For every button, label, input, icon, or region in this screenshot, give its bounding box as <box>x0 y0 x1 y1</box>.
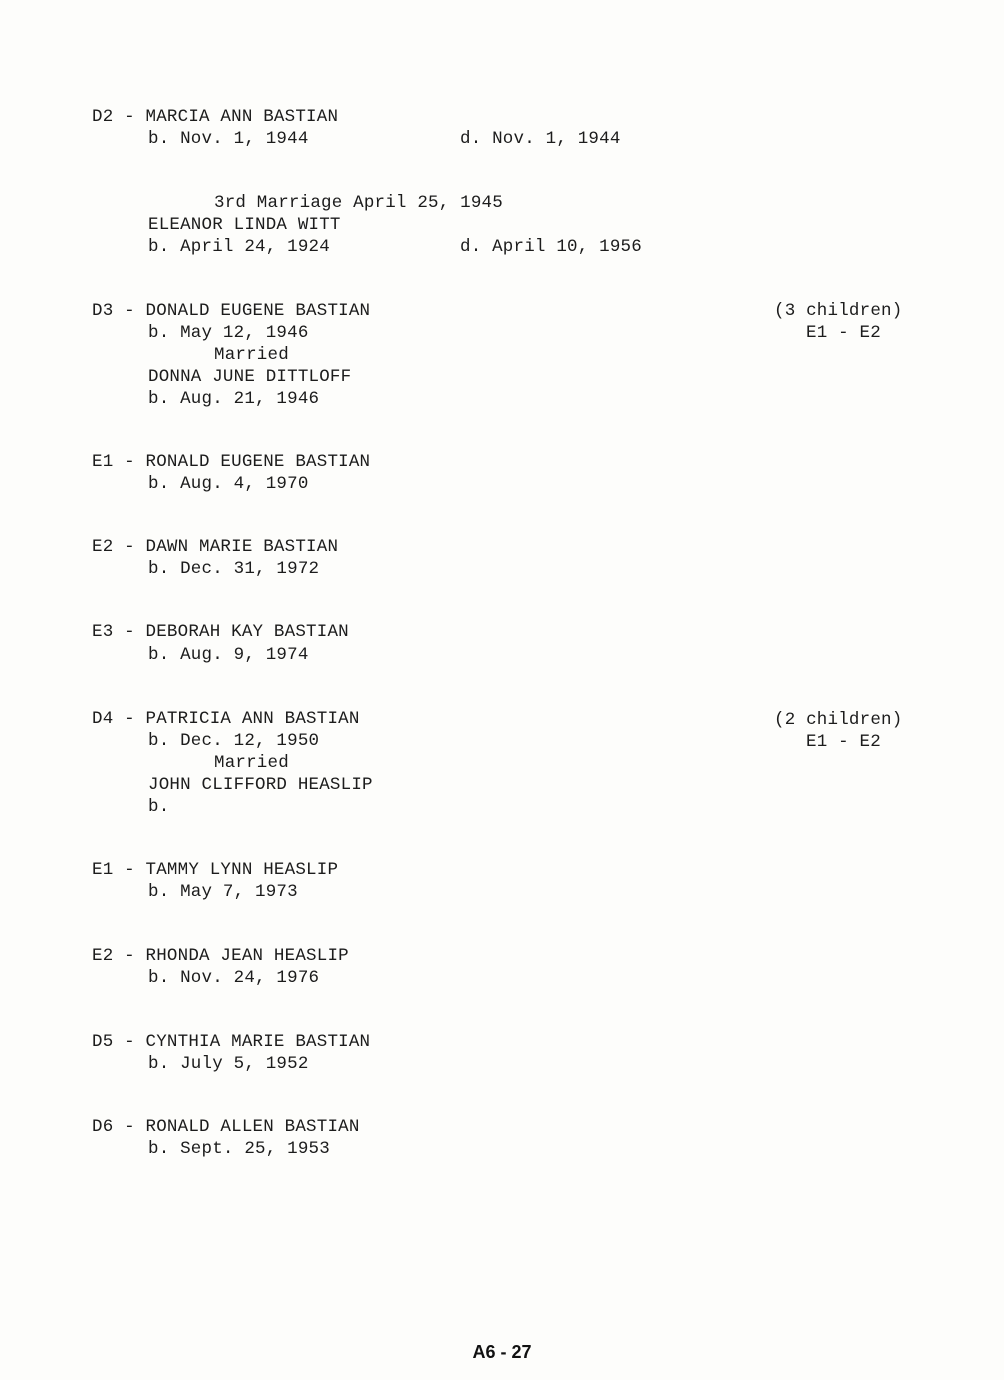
entry-d2-death: d. Nov. 1, 1944 <box>460 129 621 149</box>
marriage-spouse-death: d. April 10, 1956 <box>460 237 642 257</box>
marriage-spouse-name: ELEANOR LINDA WITT <box>148 215 341 235</box>
entry-d3-birth: b. May 12, 1946 <box>148 323 309 343</box>
entry-d5-birth: b. July 5, 1952 <box>148 1054 309 1074</box>
marriage-spouse-birth: b. April 24, 1924 <box>148 237 330 257</box>
entry-e1b-birth: b. May 7, 1973 <box>148 882 298 902</box>
entry-d2-birth: b. Nov. 1, 1944 <box>148 129 309 149</box>
entry-d3-spouse-name: DONNA JUNE DITTLOFF <box>148 367 352 387</box>
entry-d4-children-count: (2 children) <box>774 710 903 730</box>
entry-e2a-birth: b. Dec. 31, 1972 <box>148 559 320 579</box>
entry-d4-birth: b. Dec. 12, 1950 <box>148 731 320 751</box>
entry-e2a-name: E2 - DAWN MARIE BASTIAN <box>92 537 339 557</box>
entry-d4-name: D4 - PATRICIA ANN BASTIAN <box>92 709 360 729</box>
entry-e3a-birth: b. Aug. 9, 1974 <box>148 645 309 665</box>
entry-e1b-name: E1 - TAMMY LYNN HEASLIP <box>92 860 339 880</box>
marriage-heading: 3rd Marriage April 25, 1945 <box>214 193 503 213</box>
entry-d4-spouse-name: JOHN CLIFFORD HEASLIP <box>148 775 373 795</box>
entry-d4-married-label: Married <box>214 753 289 773</box>
entry-d2-name: D2 - MARCIA ANN BASTIAN <box>92 107 339 127</box>
entry-d6-birth: b. Sept. 25, 1953 <box>148 1139 330 1159</box>
entry-e3a-name: E3 - DEBORAH KAY BASTIAN <box>92 622 349 642</box>
entry-d3-children-count: (3 children) <box>774 301 903 321</box>
entry-d4-spouse-birth: b. <box>148 797 170 817</box>
entry-e2b-name: E2 - RHONDA JEAN HEASLIP <box>92 946 349 966</box>
entry-d3-children-codes: E1 - E2 <box>806 323 881 343</box>
entry-e1a-name: E1 - RONALD EUGENE BASTIAN <box>92 452 371 472</box>
entry-e1a-birth: b. Aug. 4, 1970 <box>148 474 309 494</box>
page-number: A6 - 27 <box>472 1342 532 1362</box>
entry-d3-married-label: Married <box>214 345 289 365</box>
entry-e2b-birth: b. Nov. 24, 1976 <box>148 968 320 988</box>
entry-d6-name: D6 - RONALD ALLEN BASTIAN <box>92 1117 360 1137</box>
entry-d3-name: D3 - DONALD EUGENE BASTIAN <box>92 301 371 321</box>
entry-d3-spouse-birth: b. Aug. 21, 1946 <box>148 389 320 409</box>
entry-d4-children-codes: E1 - E2 <box>806 732 881 752</box>
entry-d5-name: D5 - CYNTHIA MARIE BASTIAN <box>92 1032 371 1052</box>
